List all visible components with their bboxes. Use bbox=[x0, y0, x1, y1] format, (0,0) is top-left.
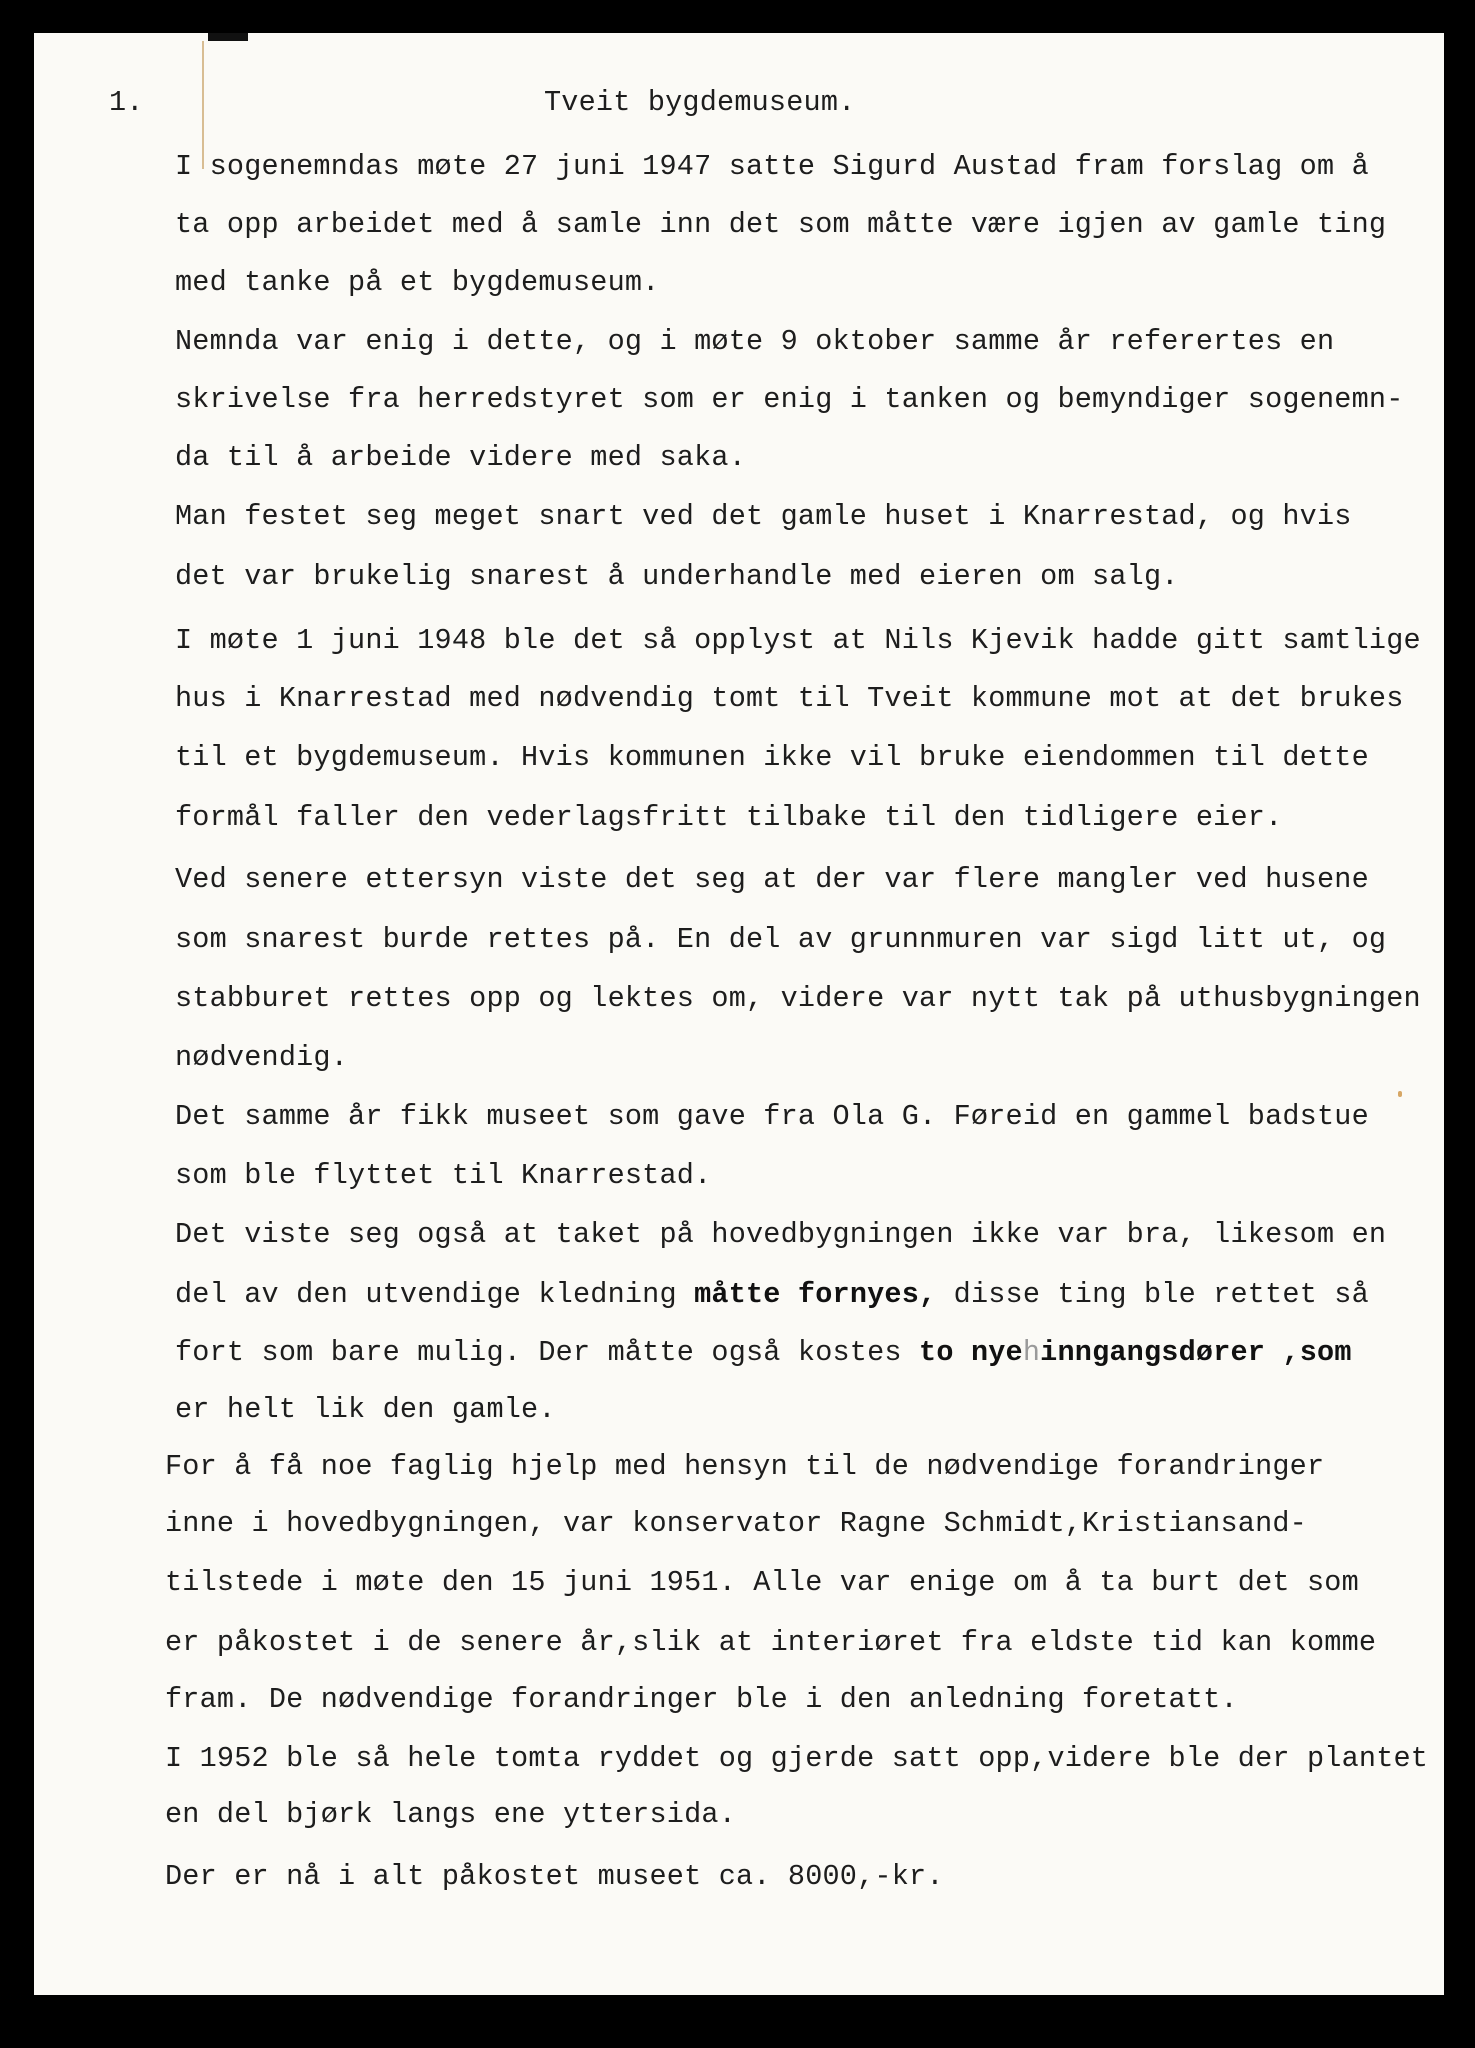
text-line: tilstede i møte den 15 juni 1951. Alle var enige om å ta burt det som bbox=[165, 1566, 1359, 1599]
text-line-with-correction bbox=[175, 1278, 1369, 1311]
text-line-with-correction bbox=[175, 1336, 1352, 1369]
text-line: Det samme år fikk museet som gave fra Ola G. Føreid en gammel badstue bbox=[175, 1100, 1369, 1133]
text-line: I møte 1 juni 1948 ble det så opplyst at Nils Kjevik hadde gitt samtlige bbox=[175, 624, 1421, 657]
text-fragment: fort som bare mulig. Der måtte også kostes bbox=[175, 1336, 920, 1369]
text-line: fram. De nødvendige forandringer ble i den anledning foretatt. bbox=[165, 1683, 1238, 1716]
text-line: For å få noe faglig hjelp med hensyn til de nødvendige forandringer bbox=[165, 1450, 1325, 1483]
text-line: Nemnda var enig i dette, og i møte 9 oktober samme år referertes en bbox=[175, 325, 1335, 358]
text-line: inne i hovedbygningen, var konservator Ragne Schmidt,Kristiansand- bbox=[165, 1507, 1307, 1540]
text-line: en del bjørk langs ene yttersida. bbox=[165, 1798, 736, 1831]
paper-speck bbox=[1398, 1091, 1402, 1097]
text-line: formål faller den vederlagsfritt tilbake til den tidligere eier. bbox=[175, 801, 1283, 834]
page-number: 1. bbox=[109, 86, 144, 119]
text-line: I sogenemndas møte 27 juni 1947 satte Sigurd Austad fram forslag om å bbox=[175, 150, 1369, 183]
text-line: hus i Knarrestad med nødvendig tomt til Tveit kommune mot at det brukes bbox=[175, 682, 1404, 715]
text-fragment: del av den utvendige kledning bbox=[175, 1278, 695, 1311]
document-page bbox=[34, 33, 1444, 1995]
text-line: det var brukelig snarest å underhandle med eieren om salg. bbox=[175, 560, 1179, 593]
overtyped-text: måtte fornyes, bbox=[694, 1278, 937, 1311]
text-line: er påkostet i de senere år,slik at interiøret fra eldste tid kan komme bbox=[165, 1626, 1377, 1659]
text-line: Ved senere ettersyn viste det seg at der var flere mangler ved husene bbox=[175, 863, 1369, 896]
text-line: I 1952 ble så hele tomta ryddet og gjerde satt opp,videre ble der plantet bbox=[165, 1742, 1429, 1775]
overtyped-text: to nye bbox=[919, 1336, 1023, 1369]
scan-mark bbox=[208, 33, 248, 41]
text-fragment: disse ting ble rettet så bbox=[936, 1278, 1369, 1311]
text-line: til et bygdemuseum. Hvis kommunen ikke vil bruke eiendommen til dette bbox=[175, 741, 1369, 774]
overtyped-text: inngangsdører bbox=[1040, 1336, 1266, 1369]
text-line: da til å arbeide videre med saka. bbox=[175, 441, 746, 474]
text-line: nødvendig. bbox=[175, 1041, 349, 1074]
text-line: stabburet rettes opp og lektes om, videre var nytt tak på uthusbygningen bbox=[175, 982, 1421, 1015]
document-title: Tveit bygdemuseum. bbox=[544, 86, 856, 119]
text-line: som ble flyttet til Knarrestad. bbox=[175, 1159, 712, 1192]
text-line: Man festet seg meget snart ved det gamle huset i Knarrestad, og hvis bbox=[175, 500, 1352, 533]
text-line: skrivelse fra herredstyret som er enig i tanken og bemyndiger sogenemn- bbox=[175, 383, 1404, 416]
text-line: med tanke på et bygdemuseum. bbox=[175, 266, 660, 299]
text-line: Det viste seg også at taket på hovedbygningen ikke var bra, likesom en bbox=[175, 1218, 1387, 1251]
faint-text: h bbox=[1022, 1336, 1041, 1369]
text-line: Der er nå i alt påkostet museet ca. 8000,-kr. bbox=[165, 1860, 944, 1893]
text-line: er helt lik den gamle. bbox=[175, 1393, 556, 1426]
text-line: ta opp arbeidet med å samle inn det som måtte være igjen av gamle ting bbox=[175, 208, 1387, 241]
text-line: som snarest burde rettes på. En del av grunnmuren var sigd litt ut, og bbox=[175, 923, 1387, 956]
text-fragment: ,som bbox=[1265, 1336, 1352, 1369]
